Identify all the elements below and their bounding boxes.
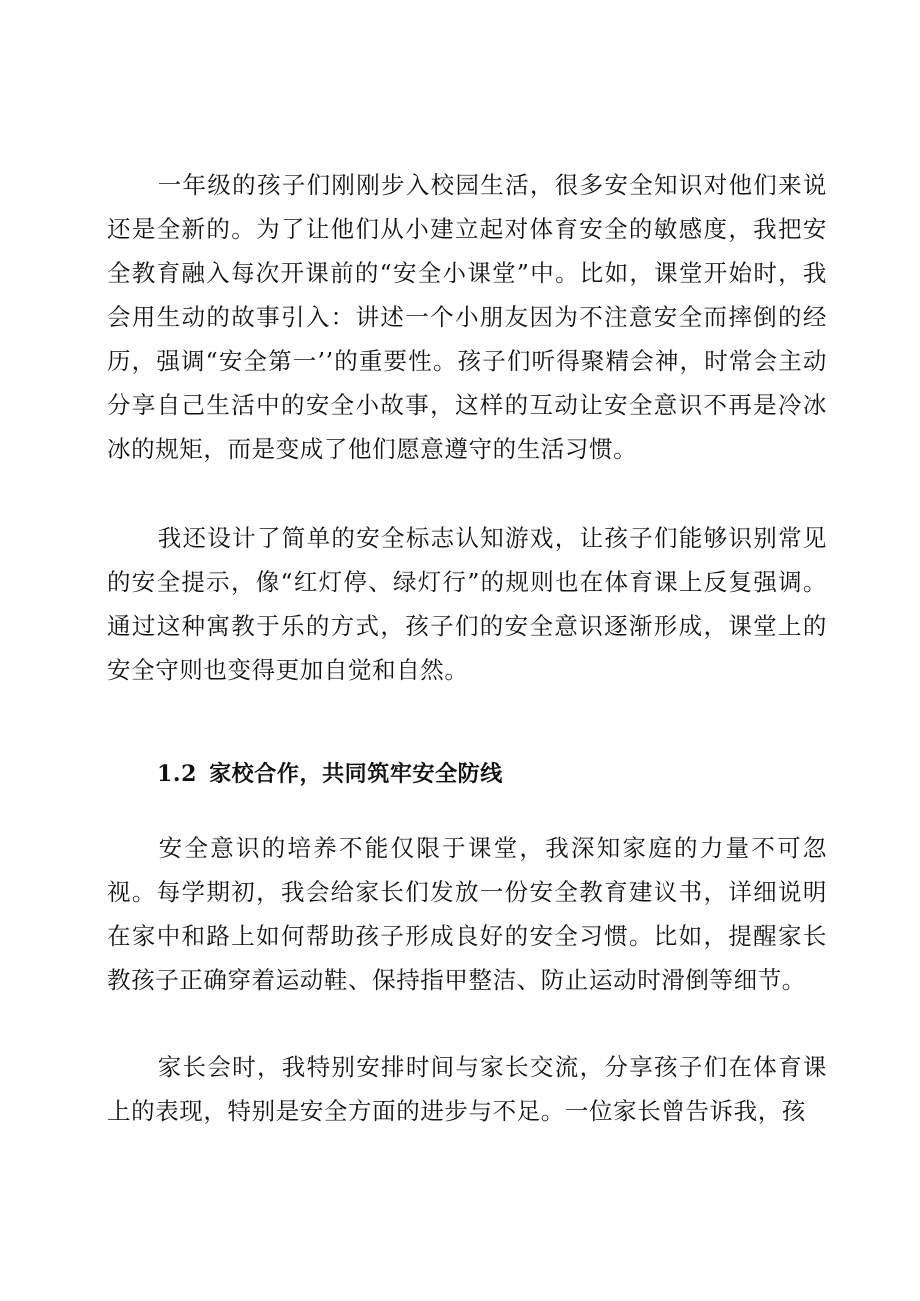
section-heading <box>157 757 503 791</box>
paragraph-home-school <box>107 826 827 1002</box>
paragraph-text: 安全意识的培养不能仅限于课堂，我深知家庭的力量不可忽视。每学期初，我会给家长们发放一份安全教育建议书，详细说明在家中和路上如何帮助孩子形成良好的安全习惯。比如，提醒家长教孩子正确穿着运动鞋、保持指甲整洁、防止运动时滑倒等细节。 <box>107 834 827 994</box>
paragraph-text: 家长会时，我特别安排时间与家长交流，分享孩子们在体育课上的表现，特别是安全方面的进步与不足。一位家长曾告诉我，孩 <box>107 1053 827 1125</box>
section-number: 1.2 <box>157 761 198 787</box>
paragraph-safety-game <box>107 516 827 692</box>
paragraph-safety-classroom <box>107 163 827 471</box>
paragraph-parent-meeting <box>107 1045 827 1133</box>
paragraph-text: 我还设计了简单的安全标志认知游戏，让孩子们能够识别常见的安全提示，像“红灯停、绿灯行”的规则也在体育课上反复强调。通过这种寓教于乐的方式，孩子们的安全意识逐渐形成，课堂上的安全守则也变得更加自觉和自然。 <box>107 524 827 684</box>
paragraph-text: 一年级的孩子们刚刚步入校园生活，很多安全知识对他们来说还是全新的。为了让他们从小建立起对体育安全的敏感度，我把安全教育融入每次开课前的“安全小课堂”中。比如，课堂开始时，我会用生动的故事引入：讲述一个小朋友因为不注意安全而摔倒的经历，强调“安全第一’’的重要性。孩子们听得聚精会神，时常会主动分享自己生活中的安全小故事，这样的互动让安全意识不再是冷冰冰的规矩，而是变成了他们愿意遵守的生活习惯。 <box>107 171 827 463</box>
section-title: 家校合作，共同筑牢安全防线 <box>209 761 503 787</box>
